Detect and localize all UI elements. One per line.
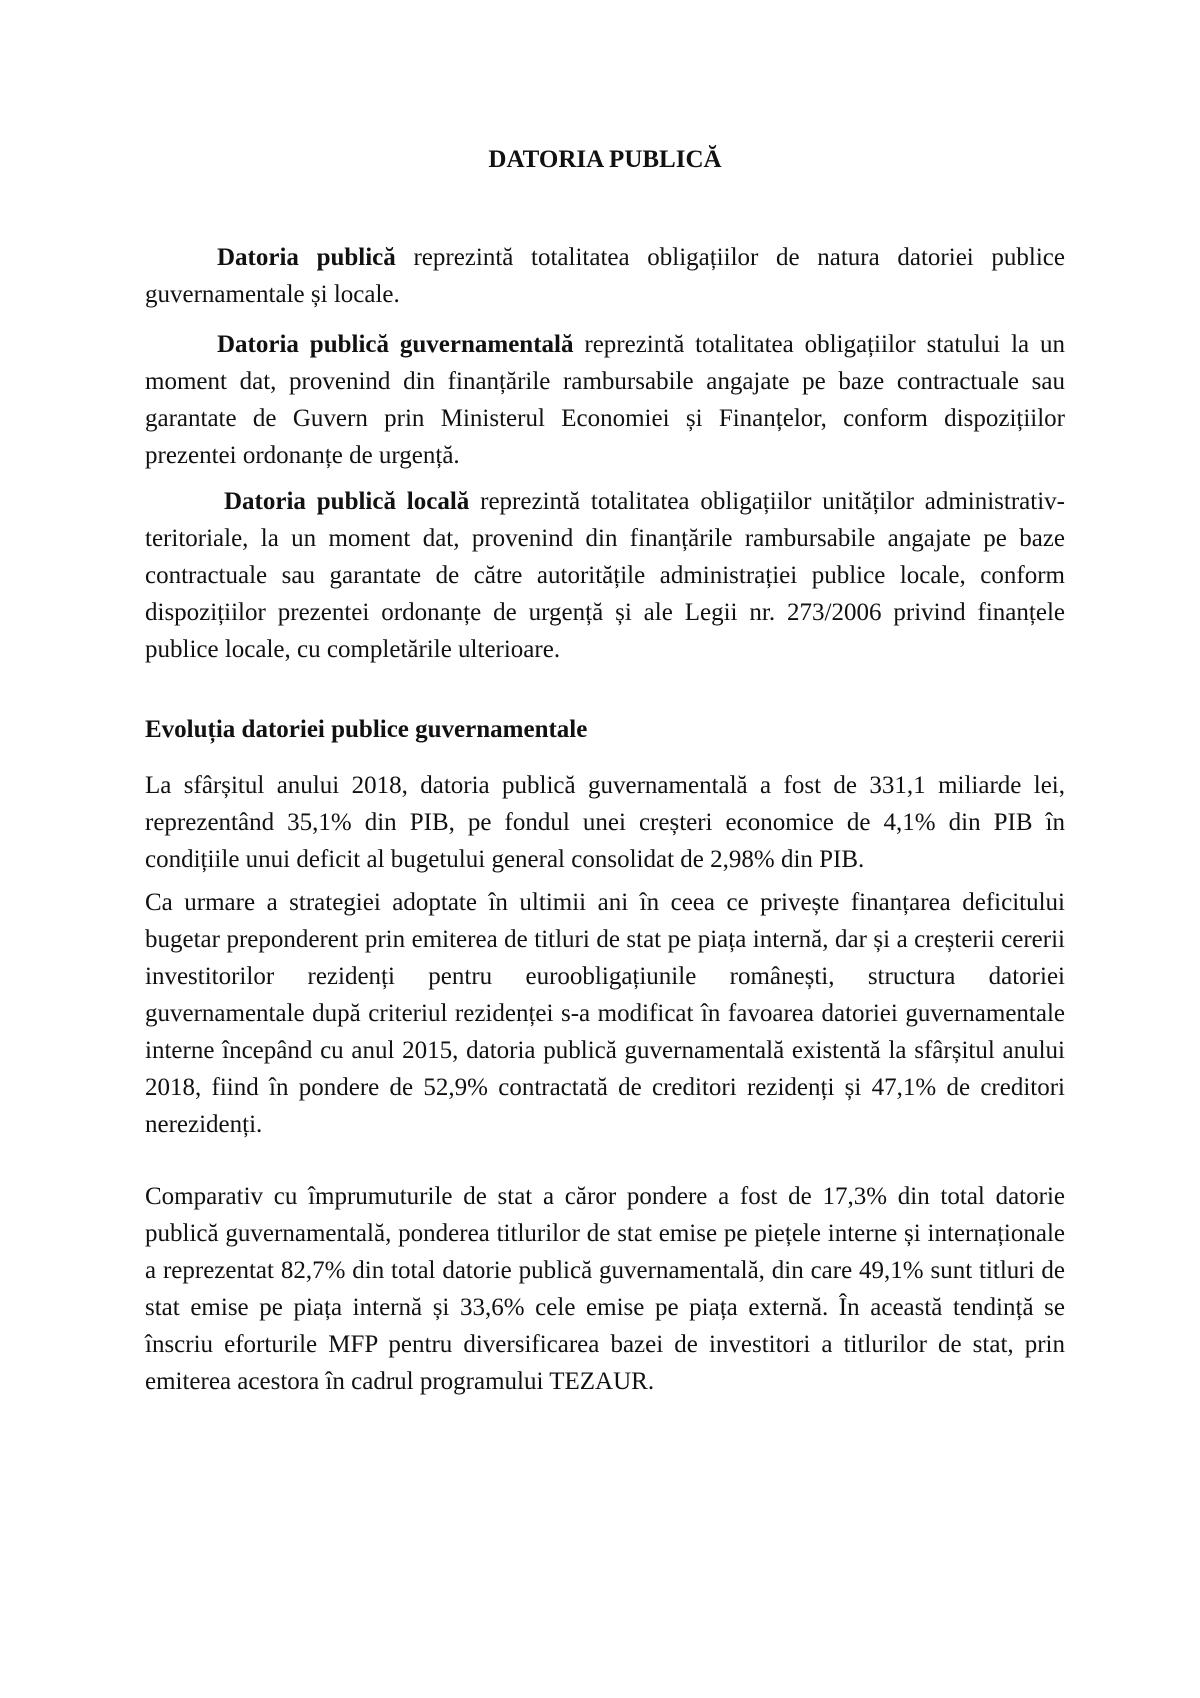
paragraph-debt-structure: Ca urmare a strategiei adoptate în ultimii ani în ceea ce privește finanțarea deficitului bugetar preponderent prin emiterea de titluri de stat pe piața internă, dar și a creșterii cererii investitorilor rezidenți pentru euroobligațiunile românești, structura datoriei guvernamentale după criteriul rezidenței s-a modificat în favoarea datoriei guvernamentale interne începând cu anul 2015, datoria publică guvernamentală existentă la sfârșitul anului 2018, fiind în pondere de 52,9% contractată de creditori rezidenți și 47,1% de creditori nerezidenți.: [145, 889, 1065, 1138]
paragraph-text: reprezintă totalitatea obligațiilor de natura datoriei publice guvernamentale și locale.: [145, 244, 1065, 308]
document-title: DATORIA PUBLICĂ: [488, 146, 722, 173]
paragraph-debt-2018: La sfârșitul anului 2018, datoria publică guvernamentală a fost de 331,1 miliarde lei, reprezentând 35,1% din PIB, pe fondul unei creșteri economice de 4,1% din PIB în condițiile unui deficit al bugetului general consolidat de 2,98% din PIB.: [145, 772, 1065, 873]
paragraph-debt-instruments: Comparativ cu împrumuturile de stat a căror pondere a fost de 17,3% din total datorie publică guvernamentală, ponderea titlurilor de stat emise pe piețele interne și internaționale a reprezentat 82,7% din total datorie publică guvernamentală, din care 49,1% sunt titluri de stat emise pe piața internă și 33,6% cele emise pe piața externă. În această tendință se înscriu eforturile MFP pentru diversificarea bazei de investitori a titlurilor de stat, prin emiterea acestora în cadrul programului TEZAUR.: [145, 1183, 1065, 1395]
section-heading: Evoluția datoriei publice guvernamentale: [145, 716, 588, 743]
term-public-debt: Datoria publică: [217, 244, 396, 271]
paragraph-definition-local-debt: [145, 483, 1065, 668]
term-local-debt: Datoria publică locală: [224, 488, 470, 515]
paragraph-definition-public-debt: [145, 239, 1065, 313]
paragraph-text: reprezintă totalitatea obligațiilor statului la un moment dat, provenind din finanțările rambursabile angajate pe baze contractuale sau garantate de Guvern prin Ministerul Economiei și Finanțelor, conform dispozițiilor prezentei ordonanțe de urgență.: [145, 331, 1066, 469]
term-government-debt: Datoria publică guvernamentală: [217, 331, 574, 358]
paragraph-definition-government-debt: [145, 326, 1065, 474]
paragraph-text: reprezintă totalitatea obligațiilor unităților administrativ-teritoriale, la un moment dat, provenind din finanțările rambursabile angajate pe baze contractuale sau garantate de către autoritățile administrației publice locale, conform dispozițiilor prezentei ordonanțe de urgență și ale Legii nr. 273/2006 privind finanțele publice locale, cu completările ulterioare.: [145, 488, 1065, 663]
